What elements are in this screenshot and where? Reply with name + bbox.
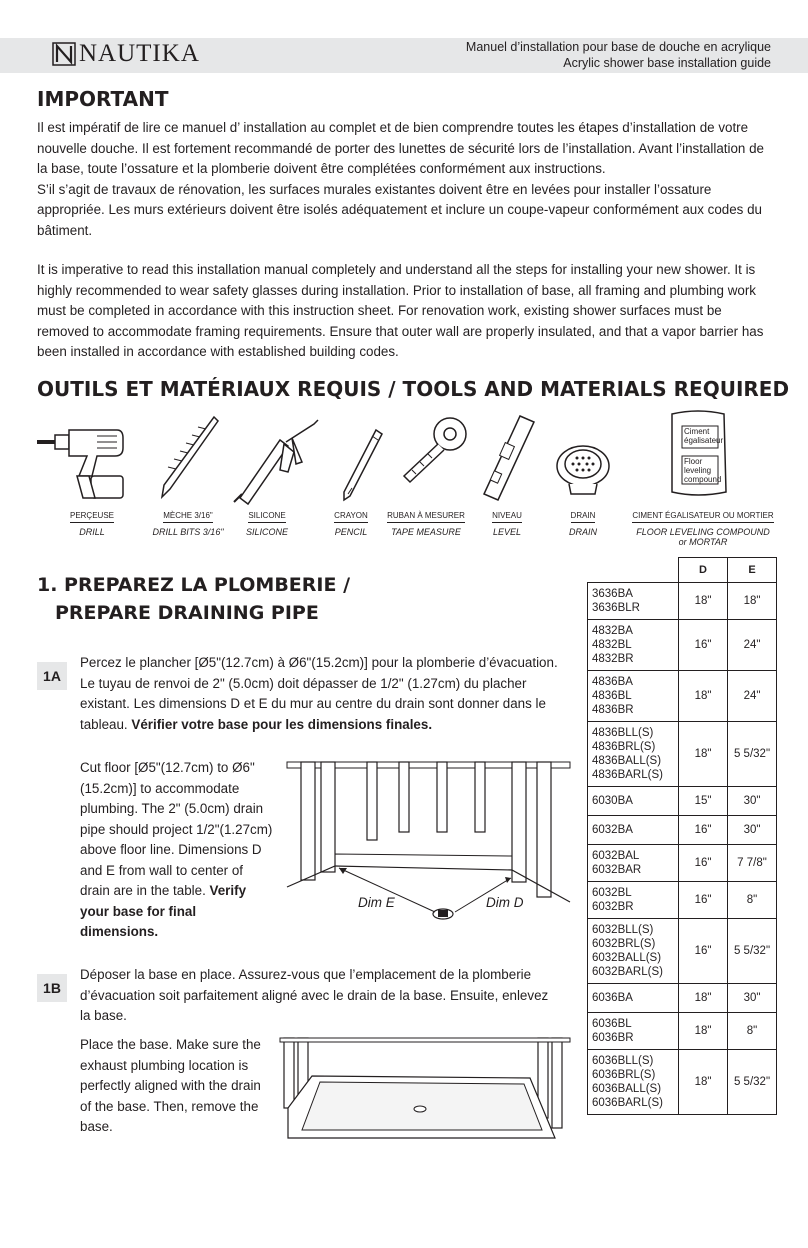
dim-d-cell: 16" bbox=[679, 845, 728, 882]
dimension-table bbox=[587, 557, 777, 1115]
dim-d-cell: 16" bbox=[679, 919, 728, 984]
dimension-table-body bbox=[588, 583, 777, 1115]
step-1b-text-fr: Déposer la base en place. Assurez-vous que l’emplacement de la plomberie d’évacuation soit parfaitement aligné avec le drain de la base. Ensuite, enlevez la base. bbox=[80, 967, 549, 1023]
model-cell: 4836BA 4836BL 4836BR bbox=[588, 671, 679, 722]
document-title-en: Acrylic shower base installation guide bbox=[563, 56, 771, 70]
dim-d-cell: 18" bbox=[679, 1013, 728, 1050]
tool-drill-bit: MÈCHE 3/16" DRILL BITS 3/16" bbox=[152, 511, 224, 537]
model-cell: 6032BA bbox=[588, 816, 679, 845]
model-cell: 6036BLL(S) 6036BRL(S) 6036BALL(S) 6036BARL(S) bbox=[588, 1050, 679, 1115]
table-row bbox=[588, 583, 777, 620]
table-row bbox=[588, 722, 777, 787]
table-row bbox=[588, 671, 777, 722]
dim-e-cell: 8" bbox=[728, 1013, 777, 1050]
step-1a-badge: 1A bbox=[37, 662, 67, 690]
table-row bbox=[588, 919, 777, 984]
dim-d-cell: 18" bbox=[679, 583, 728, 620]
important-text-en: It is imperative to read this installation manual completely and understand all the steps for installing your new shower. It is highly recommended to wear safety glasses during installation. Prior to installation of base, all framing and plumbing work must be completed in accordance with this instruction sheet. For renovation work, existing shower surfaces must be removed to accommodate framing requirements. Ensure that outer wall are properly insulated, and that a vapor barrier has been installed in accordance with established building codes. bbox=[37, 262, 764, 359]
dim-e-cell: 7 7/8" bbox=[728, 845, 777, 882]
drill-bit-icon bbox=[160, 415, 220, 500]
dim-d-cell: 18" bbox=[679, 984, 728, 1013]
dim-e-label: Dim E bbox=[358, 895, 395, 910]
pencil-icon bbox=[338, 428, 388, 508]
framing-illustration bbox=[287, 762, 570, 927]
tool-tape-measure: RUBAN À MESURER TAPE MEASURE bbox=[387, 511, 465, 537]
tool-drill: PERÇEUSE DRILL bbox=[69, 511, 114, 537]
dim-d-cell: 16" bbox=[679, 620, 728, 671]
base-illustration bbox=[280, 1038, 570, 1148]
dim-e-cell: 30" bbox=[728, 984, 777, 1013]
bag-label-en: Floor leveling compound bbox=[684, 457, 722, 484]
dim-e-cell: 30" bbox=[728, 787, 777, 816]
tool-silicone: SILICONE SILICONE bbox=[245, 511, 288, 537]
section-1-heading: 1. PREPAREZ LA PLOMBERIE / PREPARE DRAINING PIPE bbox=[37, 574, 351, 624]
document-title bbox=[466, 39, 771, 71]
model-cell: 6030BA bbox=[588, 787, 679, 816]
dim-d-cell: 18" bbox=[679, 1050, 728, 1115]
bag-label-fr: Ciment égalisateur bbox=[684, 427, 724, 445]
brand-logo bbox=[52, 40, 200, 68]
cement-bag-icon bbox=[668, 408, 730, 498]
tool-cement: CIMENT ÉGALISATEUR OU MORTIER FLOOR LEVELING COMPOUND or MORTAR bbox=[632, 511, 774, 547]
dim-d-cell: 15" bbox=[679, 787, 728, 816]
caulking-gun-icon bbox=[232, 418, 322, 503]
table-row bbox=[588, 882, 777, 919]
dim-d-cell: 16" bbox=[679, 816, 728, 845]
level-icon bbox=[478, 414, 538, 504]
dim-d-cell: 18" bbox=[679, 671, 728, 722]
important-heading: IMPORTANT bbox=[37, 87, 169, 111]
dim-d-label: Dim D bbox=[486, 895, 524, 910]
model-cell: 3636BA 3636BLR bbox=[588, 583, 679, 620]
dim-e-cell: 5 5/32" bbox=[728, 919, 777, 984]
table-row bbox=[588, 984, 777, 1013]
tape-measure-icon bbox=[398, 414, 470, 486]
step-1a-text-fr: Percez le plancher [Ø5"(12.7cm) à Ø6"(15.2cm)] pour la plomberie d’évacuation. Le tuyau de renvoi de 2" (5.0cm) doit dépasser de 1/2" (1.27cm) du placher existant. Les dimensions D et E du mur au centre du drain sont donner dans le tableau. Vérifier votre base pour les dimensions finales. bbox=[80, 655, 558, 732]
table-header-e: E bbox=[728, 558, 777, 583]
model-cell: 6036BA bbox=[588, 984, 679, 1013]
dim-e-cell: 18" bbox=[728, 583, 777, 620]
tools-heading: OUTILS ET MATÉRIAUX REQUIS / TOOLS AND MATERIALS REQUIRED bbox=[37, 377, 790, 401]
dim-e-cell: 24" bbox=[728, 671, 777, 722]
table-row bbox=[588, 620, 777, 671]
dim-e-cell: 30" bbox=[728, 816, 777, 845]
model-cell: 4832BA 4832BL 4832BR bbox=[588, 620, 679, 671]
model-cell: 6032BLL(S) 6032BRL(S) 6032BALL(S) 6032BARL(S) bbox=[588, 919, 679, 984]
brand-name: NAUTIKA bbox=[79, 40, 200, 67]
dim-e-cell: 5 5/32" bbox=[728, 1050, 777, 1115]
dim-d-cell: 18" bbox=[679, 722, 728, 787]
table-row bbox=[588, 1013, 777, 1050]
model-cell: 6036BL 6036BR bbox=[588, 1013, 679, 1050]
step-1a-text-en: Cut floor [Ø5"(12.7cm) to Ø6"(15.2cm)] to accommodate plumbing. The 2" (5.0cm) drain pipe should project 1/2"(1.27cm) above floor line. Dimensions D and E from wall to center of drain are in the table. Verify your base for final dimensions. bbox=[80, 760, 273, 939]
model-cell: 4836BLL(S) 4836BRL(S) 4836BALL(S) 4836BARL(S) bbox=[588, 722, 679, 787]
table-row bbox=[588, 787, 777, 816]
dim-e-cell: 8" bbox=[728, 882, 777, 919]
nautika-logo-icon bbox=[52, 42, 76, 66]
tool-level: NIVEAU LEVEL bbox=[492, 511, 522, 537]
tool-pencil: CRAYON PENCIL bbox=[334, 511, 368, 537]
table-row bbox=[588, 845, 777, 882]
dim-d-cell: 16" bbox=[679, 882, 728, 919]
document-title-fr: Manuel d’installation pour base de douche en acrylique bbox=[465, 40, 771, 54]
table-header-d: D bbox=[679, 558, 728, 583]
step-1b-text-en: Place the base. Make sure the exhaust plumbing location is perfectly aligned with the drain of the base. Then, remove the base. bbox=[80, 1037, 261, 1134]
drill-icon bbox=[37, 418, 127, 508]
dim-e-cell: 5 5/32" bbox=[728, 722, 777, 787]
model-cell: 6032BL 6032BR bbox=[588, 882, 679, 919]
model-cell: 6032BAL 6032BAR bbox=[588, 845, 679, 882]
dim-e-cell: 24" bbox=[728, 620, 777, 671]
important-text-fr: Il est impératif de lire ce manuel d’ installation au complet et de bien comprendre toutes les étapes d’installation de votre nouvelle douche. Il est fortement recommandé de porter des lunettes de sécurité lors de l’installation. Avant l’installation de la base, toute l’ossature et la plomberie doivent être complétées conformément aux instructions. S’il s’agit de travaux de rénovation, les surfaces murales existantes doivent être en levées pour installer l’ossature appropriée. Les murs extérieurs doivent être isolés adéquatement et inclure un coupe-vapeur conformément aux codes du bâtiment. bbox=[37, 120, 764, 238]
tool-drain: DRAIN DRAIN bbox=[568, 511, 597, 537]
table-row bbox=[588, 1050, 777, 1115]
step-1b-badge: 1B bbox=[37, 974, 67, 1002]
table-row bbox=[588, 816, 777, 845]
drain-icon bbox=[553, 440, 613, 500]
